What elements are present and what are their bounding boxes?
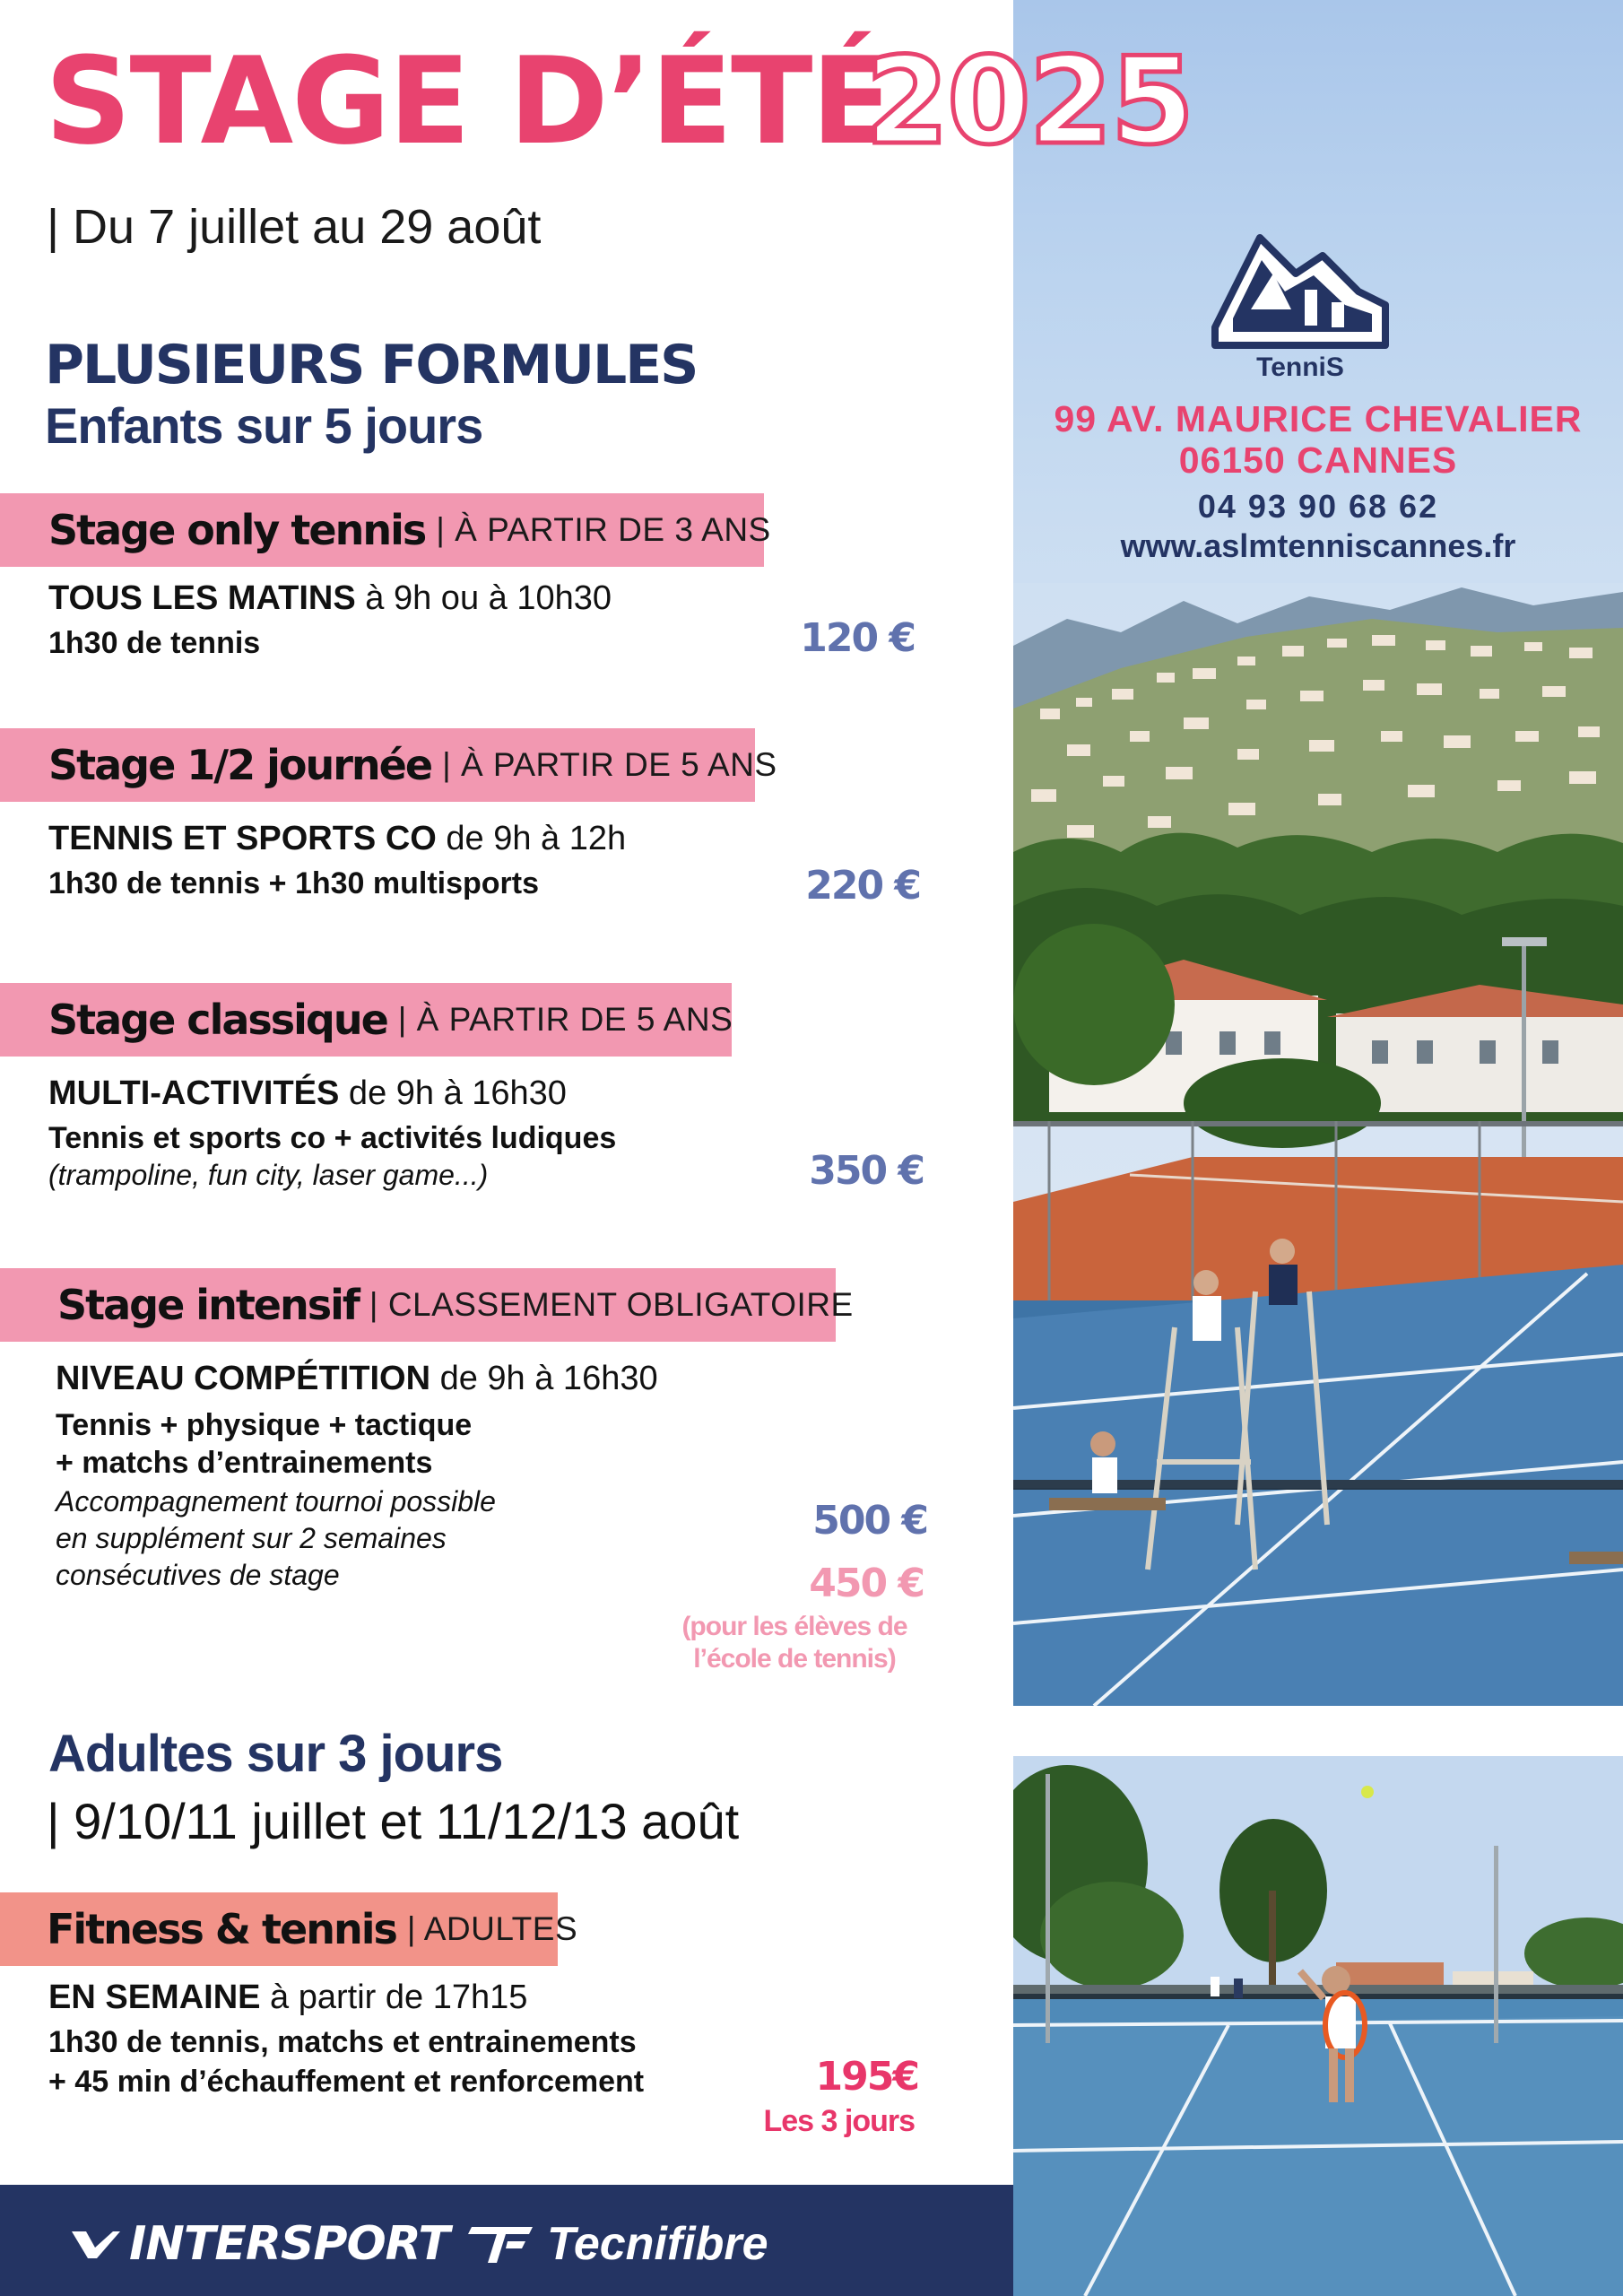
address-line-1: 99 AV. MAURICE CHEVALIER (1054, 398, 1583, 439)
stage-detail: 1h30 de tennis (48, 626, 261, 660)
stage-age-tag: | CLASSEMENT OBLIGATOIRE (369, 1286, 854, 1323)
stage-note: consécutives de stage (56, 1559, 340, 1591)
students-price-note-line: l’école de tennis) (693, 1644, 896, 1674)
students-price-note-line: (pour les élèves de (681, 1612, 907, 1641)
summer-dates: | Du 7 juillet au 29 août (47, 200, 542, 254)
serve-image (1013, 1756, 1623, 2296)
stage-detail: + 45 min d’échauffement et renforcement (48, 2065, 645, 2099)
children-subheading: Enfants sur 5 jours (45, 397, 483, 454)
tecnifibre-logo (466, 2217, 768, 2271)
logo-text: TenniS (1256, 352, 1344, 382)
stage-name: Fitness & tennis (47, 1905, 396, 1953)
adults-dates: | 9/10/11 juillet et 11/12/13 août (47, 1793, 740, 1849)
stage-detail: 1h30 de tennis + 1h30 multisports (48, 866, 540, 900)
phone-number: 04 93 90 68 62 (1197, 488, 1439, 525)
schedule-rest: à partir de 17h15 (260, 1979, 528, 2016)
stage-name: Stage classique (48, 996, 387, 1044)
stage-banner-half-day (0, 728, 777, 802)
schedule-rest: à 9h ou à 10h30 (355, 579, 612, 617)
schedule-bold: MULTI-ACTIVITÉS (48, 1074, 340, 1112)
stage-detail: Tennis et sports co + activités ludiques (48, 1121, 617, 1155)
adults-heading: Adultes sur 3 jours (48, 1725, 503, 1783)
schedule-bold: TENNIS ET SPORTS CO (48, 820, 437, 857)
club-logo (1197, 220, 1403, 381)
intersport-logo (68, 2217, 449, 2271)
stage-price-students: 450 € (809, 1561, 924, 1606)
address-line-2: 06150 CANNES (1178, 439, 1458, 481)
stage-age-tag: | À PARTIR DE 5 ANS (442, 746, 777, 783)
stage-banner-classique (0, 983, 732, 1057)
stage-banner-only-tennis (0, 493, 771, 567)
stage-price: 220 € (805, 863, 920, 909)
stage-banner-fitness (0, 1892, 578, 1966)
stage-name: Stage 1/2 journée (48, 741, 432, 789)
sponsor-footer (0, 2185, 1013, 2296)
website-link[interactable]: www.aslmtenniscannes.fr (1120, 527, 1516, 564)
stage-detail: + matchs d’entrainements (56, 1446, 433, 1480)
stage-banner-intensif (0, 1268, 854, 1342)
stage-note: en supplément sur 2 semaines (56, 1522, 447, 1554)
title-year: 2025 (865, 31, 1193, 171)
stage-schedule (48, 1979, 527, 2017)
courts-landscape-image (1013, 583, 1623, 1706)
schedule-bold: TOUS LES MATINS (48, 579, 356, 617)
tecnifibre-text: Tecnifibre (547, 2218, 768, 2270)
schedule-rest: de 9h à 12h (436, 820, 627, 857)
intersport-text-a: INTER (129, 2217, 281, 2271)
stage-name: Stage intensif (57, 1281, 359, 1329)
stage-schedule (56, 1360, 658, 1398)
schedule-bold: EN SEMAINE (48, 1979, 261, 2016)
intersport-text-b: SPORT (280, 2217, 449, 2271)
schedule-rest: de 9h à 16h30 (339, 1074, 567, 1112)
stage-detail: Tennis + physique + tactique (56, 1408, 473, 1442)
formules-heading: PLUSIEURS FORMULES (45, 334, 698, 396)
schedule-rest: de 9h à 16h30 (430, 1360, 658, 1397)
tennis-club-photo (1013, 583, 1623, 1706)
schedule-bold: NIVEAU COMPÉTITION (56, 1360, 431, 1397)
stage-schedule (48, 1074, 567, 1113)
stage-schedule (48, 820, 626, 858)
stage-age-tag: | À PARTIR DE 3 ANS (436, 511, 771, 548)
stage-note: Accompagnement tournoi possible (56, 1485, 496, 1518)
stage-activities-note: (trampoline, fun city, laser game...) (48, 1159, 489, 1191)
stage-detail: 1h30 de tennis, matchs et entrainements (48, 2025, 637, 2059)
stage-name: Stage only tennis (48, 506, 426, 554)
stage-price: 350 € (809, 1148, 924, 1194)
stage-age-tag: | ADULTES (406, 1910, 578, 1947)
photo-column (1013, 0, 1623, 2296)
tecnifibre-mark-icon (466, 2222, 538, 2266)
stage-schedule (48, 579, 612, 618)
students-price-note (651, 1611, 938, 1675)
stage-price: 195€ (815, 2054, 918, 2100)
stage-price-note: Les 3 jours (763, 2104, 915, 2138)
player-serving-photo (1013, 1756, 1623, 2296)
stage-price: 500 € (812, 1498, 927, 1544)
stage-price: 120 € (800, 615, 915, 661)
page-title: STAGE D’ÉTÉ (45, 31, 892, 171)
stage-age-tag: | À PARTIR DE 5 ANS (397, 1001, 733, 1038)
intersport-swoosh-icon (68, 2226, 122, 2262)
